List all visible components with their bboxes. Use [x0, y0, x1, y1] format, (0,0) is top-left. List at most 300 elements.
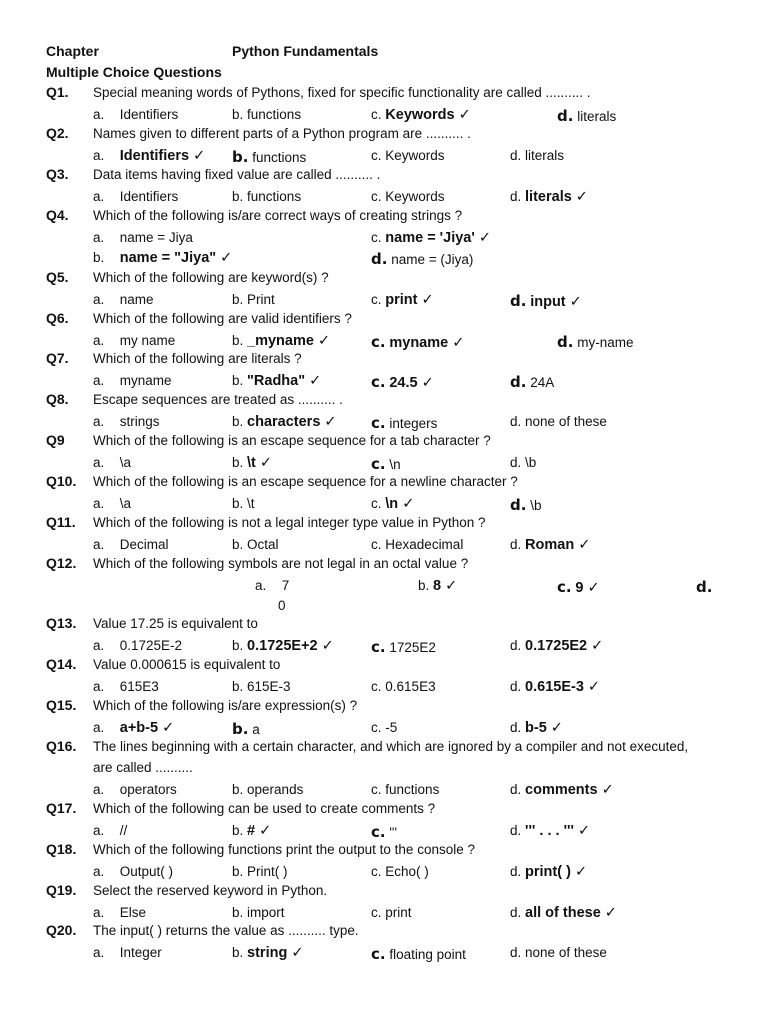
- question-text: Special meaning words of Pythons, fixed for specific functionality are called .......... .: [93, 85, 591, 100]
- option-letter: a.: [93, 905, 105, 920]
- question-13: [0, 615, 768, 635]
- option-letter: b.: [232, 782, 244, 797]
- option-letter: c.: [371, 864, 382, 879]
- option-letter: b.: [232, 537, 244, 552]
- option-text: literals ✓: [525, 189, 588, 205]
- question-1: [0, 84, 768, 104]
- option-letter: b.: [232, 107, 244, 122]
- option-text: Keywords ✓: [385, 107, 471, 123]
- option-letter: a.: [93, 230, 105, 245]
- option-text: functions: [252, 150, 307, 165]
- option-letter: a.: [93, 414, 105, 429]
- option-letter: a.: [93, 537, 105, 552]
- option-letter: d.: [510, 905, 522, 920]
- section-title: Multiple Choice Questions: [46, 64, 222, 80]
- option-text: \b: [525, 455, 537, 470]
- option-text: literals: [525, 148, 565, 163]
- option-c: [371, 823, 397, 841]
- question-text: Which of the following is/are correct ways of creating strings ?: [93, 208, 463, 223]
- question-text: Which of the following is an escape sequence for a newline character ?: [93, 474, 518, 489]
- options-row: [0, 862, 768, 882]
- question-number: Q14.: [46, 656, 77, 672]
- option-letter: c.: [371, 148, 382, 163]
- option-b: [93, 250, 232, 266]
- option-a: [93, 414, 160, 429]
- option-text: 0.615E3: [385, 679, 436, 694]
- option-letter: a.: [255, 578, 267, 593]
- option-c: [371, 945, 466, 963]
- option-text: name = Jiya: [119, 230, 193, 245]
- option-text: characters ✓: [247, 414, 337, 430]
- option-d: [510, 864, 587, 880]
- question-18: [0, 841, 768, 861]
- question-text: The lines beginning with a certain character, and which are ignored by a compiler and not executed,: [93, 739, 689, 754]
- option-a: [93, 864, 173, 879]
- option-letter: c.: [371, 679, 382, 694]
- option-letter: d.: [510, 148, 522, 163]
- question-number: Q13.: [46, 615, 77, 631]
- option-b: [232, 414, 337, 430]
- question-number: Q9: [46, 432, 65, 448]
- question-text-continued-row: [0, 759, 768, 779]
- option-letter: d.: [510, 823, 522, 838]
- option-c: [371, 679, 436, 694]
- question-16: [0, 738, 768, 758]
- option-text: Decimal: [119, 537, 169, 552]
- option-letter: d.: [696, 578, 713, 596]
- option-text: 7: [281, 578, 290, 593]
- question-14: [0, 656, 768, 676]
- question-number: Q4.: [46, 207, 69, 223]
- options-row: [0, 718, 768, 738]
- option-letter: a.: [93, 189, 105, 204]
- option-text: 0.1725E2 ✓: [525, 638, 604, 654]
- question-text: Value 17.25 is equivalent to: [93, 616, 258, 631]
- option-letter: d.: [510, 679, 522, 694]
- option-text: print: [385, 905, 412, 920]
- option-text: -5: [385, 720, 398, 735]
- option-letter: c.: [371, 189, 382, 204]
- option-text: import: [247, 905, 285, 920]
- option-letter: b.: [232, 414, 244, 429]
- option-text: integers: [389, 416, 438, 431]
- option-c: [371, 107, 471, 123]
- option-text: my-name: [577, 335, 634, 350]
- question-number: Q6.: [46, 310, 69, 326]
- option-a: [93, 537, 169, 552]
- option-letter: b.: [232, 496, 244, 511]
- option-d: [510, 189, 588, 205]
- option-letter: b.: [232, 373, 244, 388]
- question-text: Value 0.000615 is equivalent to: [93, 657, 281, 672]
- option-letter: d.: [510, 414, 522, 429]
- option-text: Roman ✓: [525, 537, 591, 553]
- option-b: [232, 148, 306, 166]
- option-a: [255, 578, 289, 593]
- option-letter: a.: [93, 720, 105, 735]
- question-12: [0, 555, 768, 575]
- option-letter: b.: [232, 148, 249, 166]
- option-text: 24.5 ✓: [389, 375, 434, 391]
- options-row: [0, 371, 768, 391]
- option-text: literals: [577, 109, 617, 124]
- option-b: [232, 107, 301, 122]
- option-d: [510, 414, 607, 429]
- option-text: name: [119, 292, 154, 307]
- option-letter: c.: [557, 578, 572, 596]
- question-text: Which of the following is/are expression(s) ?: [93, 698, 358, 713]
- option-a: [93, 230, 193, 245]
- option-text: myname ✓: [389, 335, 465, 351]
- option-b: [232, 638, 334, 654]
- question-text: Escape sequences are treated as .......... .: [93, 392, 343, 407]
- options-row: [0, 494, 768, 514]
- option-b: [232, 720, 260, 738]
- option-text: input ✓: [530, 294, 582, 310]
- option-letter: d.: [510, 864, 522, 879]
- option-d: [510, 823, 590, 839]
- option-letter: d.: [510, 638, 522, 653]
- question-20: [0, 922, 768, 942]
- option-d: [510, 782, 614, 798]
- options-row: [0, 248, 768, 268]
- option-letter: d.: [510, 537, 522, 552]
- option-text: Integer: [119, 945, 162, 960]
- option-letter: d.: [510, 373, 527, 391]
- option-b: [232, 455, 272, 471]
- option-text: \n ✓: [385, 496, 415, 512]
- option-letter: a.: [93, 373, 105, 388]
- option-b: [232, 782, 303, 797]
- option-text: floating point: [389, 947, 466, 962]
- option-letter: b.: [232, 720, 249, 738]
- options-row: [0, 105, 768, 125]
- option-letter: a.: [93, 148, 105, 163]
- question-number: Q3.: [46, 166, 69, 182]
- option-letter: a.: [93, 823, 105, 838]
- question-17: [0, 800, 768, 820]
- option-letter: b.: [232, 292, 244, 307]
- option-letter: a.: [93, 292, 105, 307]
- option-text: all of these ✓: [525, 905, 617, 921]
- option-text: # ✓: [247, 823, 272, 839]
- option-text: Print( ): [247, 864, 288, 879]
- option-letter: a.: [93, 679, 105, 694]
- option-b: [232, 679, 291, 694]
- option-letter: d.: [557, 333, 574, 351]
- option-c: [371, 720, 397, 735]
- option-d: [510, 945, 607, 960]
- option-text: strings: [119, 414, 160, 429]
- option-text: 8 ✓: [433, 578, 458, 594]
- option-letter: b.: [93, 250, 105, 265]
- option-letter: b.: [232, 864, 244, 879]
- options-row: [0, 576, 768, 596]
- option-text: 615E-3: [247, 679, 291, 694]
- question-number: Q2.: [46, 125, 69, 141]
- option-letter: b.: [232, 455, 244, 470]
- option-a: [93, 333, 175, 348]
- option-text: Print: [247, 292, 275, 307]
- chapter-label: Chapter: [46, 43, 99, 59]
- option-letter: c.: [371, 230, 382, 245]
- question-number: Q12.: [46, 555, 77, 571]
- options-row: [0, 780, 768, 800]
- question-text-continued: are called ..........: [93, 760, 193, 775]
- option-text: Hexadecimal: [385, 537, 464, 552]
- option-text: 0.1725E+2 ✓: [247, 638, 334, 654]
- option-c: [371, 496, 414, 512]
- option-text: Identifiers: [119, 107, 179, 122]
- option-letter: c.: [371, 373, 386, 391]
- option-text: 9 ✓: [575, 580, 600, 596]
- option-text: Keywords: [385, 148, 445, 163]
- option-letter: d.: [557, 107, 574, 125]
- option-text: \t: [247, 496, 255, 511]
- question-text: Which of the following is an escape sequence for a tab character ?: [93, 433, 491, 448]
- option-letter: d.: [510, 455, 522, 470]
- option-a: [93, 496, 131, 511]
- option-text: functions: [247, 189, 302, 204]
- options-row: [0, 677, 768, 697]
- option-text: 0.1725E-2: [119, 638, 183, 653]
- question-text: Which of the following are valid identifiers ?: [93, 311, 352, 326]
- option-text: ''' . . . ''' ✓: [525, 823, 591, 839]
- option-d: [510, 148, 564, 163]
- option-text: Keywords: [385, 189, 445, 204]
- option-letter: c.: [371, 107, 382, 122]
- option-a: [93, 373, 172, 388]
- question-text: Data items having fixed value are called .......... .: [93, 167, 381, 182]
- option-b: [418, 578, 457, 594]
- option-letter: a.: [93, 107, 105, 122]
- options-row: [0, 412, 768, 432]
- question-number: Q20.: [46, 922, 77, 938]
- question-text: Select the reserved keyword in Python.: [93, 883, 328, 898]
- option-text: \a: [119, 496, 132, 511]
- option-wrap-text: 0: [278, 598, 286, 613]
- option-c: [371, 455, 401, 473]
- option-c: [371, 864, 429, 879]
- option-letter: d.: [371, 250, 388, 268]
- question-11: [0, 514, 768, 534]
- question-number: Q5.: [46, 269, 69, 285]
- option-letter: a.: [93, 496, 105, 511]
- option-text: 0.615E-3 ✓: [525, 679, 601, 695]
- question-text: The input( ) returns the value as .......... type.: [93, 923, 359, 938]
- option-letter: d.: [510, 189, 522, 204]
- option-d: [510, 679, 600, 695]
- question-number: Q19.: [46, 882, 77, 898]
- option-d: [510, 905, 617, 921]
- option-a: [93, 823, 127, 838]
- option-text: Identifiers ✓: [119, 148, 206, 164]
- option-c: [371, 373, 434, 391]
- question-text: Names given to different parts of a Python program are .......... .: [93, 126, 471, 141]
- option-letter: b.: [418, 578, 430, 593]
- option-letter: a.: [93, 455, 105, 470]
- option-c: [371, 189, 445, 204]
- question-9: [0, 432, 768, 452]
- option-d: [510, 638, 603, 654]
- option-text: functions: [385, 782, 440, 797]
- options-row: [0, 943, 768, 963]
- option-text: none of these: [525, 414, 607, 429]
- option-d: [510, 496, 541, 514]
- option-a: [93, 638, 182, 653]
- question-text: Which of the following are keyword(s) ?: [93, 270, 329, 285]
- question-4: [0, 207, 768, 227]
- question-number: Q18.: [46, 841, 77, 857]
- option-a: [93, 905, 146, 920]
- option-a: [93, 720, 174, 736]
- option-b: [232, 945, 304, 961]
- question-text: Which of the following symbols are not legal in an octal value ?: [93, 556, 469, 571]
- option-letter: d.: [510, 782, 522, 797]
- option-text: my name: [119, 333, 176, 348]
- option-c: [371, 905, 412, 920]
- option-text: comments ✓: [525, 782, 614, 798]
- option-d: [510, 720, 563, 736]
- question-10: [0, 473, 768, 493]
- option-text: operands: [247, 782, 304, 797]
- question-15: [0, 697, 768, 717]
- option-a: [93, 148, 205, 164]
- option-text: name = (Jiya): [391, 252, 474, 267]
- option-letter: c.: [371, 720, 382, 735]
- options-row: [0, 290, 768, 310]
- question-number: Q17.: [46, 800, 77, 816]
- options-row: [0, 146, 768, 166]
- option-c: [371, 230, 491, 246]
- option-text: Else: [119, 905, 147, 920]
- option-text: Identifiers: [119, 189, 179, 204]
- option-text: b-5 ✓: [525, 720, 563, 736]
- option-text: \n: [389, 457, 401, 472]
- question-8: [0, 391, 768, 411]
- options-row: [0, 187, 768, 207]
- question-3: [0, 166, 768, 186]
- option-letter: c.: [371, 496, 382, 511]
- option-text: \a: [119, 455, 132, 470]
- option-text: functions: [247, 107, 302, 122]
- option-text: \b: [530, 498, 542, 513]
- option-letter: c.: [371, 823, 386, 841]
- question-number: Q16.: [46, 738, 77, 754]
- options-row: [0, 821, 768, 841]
- option-a: [93, 107, 178, 122]
- option-a: [93, 782, 177, 797]
- option-letter: b.: [232, 638, 244, 653]
- option-d: [371, 250, 473, 268]
- question-19: [0, 882, 768, 902]
- option-b: [232, 373, 321, 389]
- question-text: Which of the following functions print the output to the console ?: [93, 842, 475, 857]
- option-letter: c.: [371, 537, 382, 552]
- option-text: myname: [119, 373, 172, 388]
- option-letter: b.: [232, 823, 244, 838]
- question-text: Which of the following can be used to create comments ?: [93, 801, 436, 816]
- option-text: a+b-5 ✓: [119, 720, 175, 736]
- option-c: [371, 292, 434, 308]
- option-a: [93, 189, 178, 204]
- option-text: print ✓: [385, 292, 434, 308]
- option-letter: c.: [371, 905, 382, 920]
- option-letter: c.: [371, 638, 386, 656]
- option-letter: a.: [93, 945, 105, 960]
- option-text: Echo( ): [385, 864, 429, 879]
- option-b: [232, 905, 285, 920]
- option-c: [371, 148, 445, 163]
- options-row: [0, 903, 768, 923]
- option-letter: d.: [510, 945, 522, 960]
- options-row: [0, 228, 768, 248]
- option-letter: b.: [232, 333, 244, 348]
- options-row: [0, 331, 768, 351]
- question-number: Q10.: [46, 473, 77, 489]
- question-number: Q15.: [46, 697, 77, 713]
- option-letter: b.: [232, 189, 244, 204]
- option-letter: d.: [510, 292, 527, 310]
- option-letter: d.: [510, 720, 522, 735]
- option-letter: c.: [371, 333, 386, 351]
- option-wrap-row: [0, 596, 768, 616]
- question-text: Which of the following are literals ?: [93, 351, 302, 366]
- option-text: string ✓: [247, 945, 304, 961]
- question-6: [0, 310, 768, 330]
- question-number: Q8.: [46, 391, 69, 407]
- option-letter: d.: [510, 496, 527, 514]
- option-text: a: [252, 722, 260, 737]
- option-text: Output( ): [119, 864, 174, 879]
- option-c: [371, 333, 464, 351]
- option-d: [510, 373, 554, 391]
- option-text: 1725E2: [389, 640, 436, 655]
- option-text: //: [119, 823, 128, 838]
- question-5: [0, 269, 768, 289]
- question-number: Q11.: [46, 514, 76, 530]
- option-c: [371, 414, 437, 432]
- option-text: \t ✓: [247, 455, 273, 471]
- option-a: [93, 292, 154, 307]
- option-letter: c.: [371, 782, 382, 797]
- option-text: operators: [119, 782, 177, 797]
- option-d: [696, 578, 712, 596]
- option-text: name = "Jiya" ✓: [119, 250, 233, 266]
- option-text: 615E3: [119, 679, 159, 694]
- option-a: [93, 945, 162, 960]
- option-letter: b.: [232, 905, 244, 920]
- option-letter: c.: [371, 455, 386, 473]
- option-d: [557, 107, 616, 125]
- option-text: print( ) ✓: [525, 864, 588, 880]
- option-text: name = 'Jiya' ✓: [385, 230, 491, 246]
- question-7: [0, 350, 768, 370]
- option-letter: b.: [232, 945, 244, 960]
- option-text: none of these: [525, 945, 607, 960]
- option-letter: c.: [371, 945, 386, 963]
- option-text: "Radha" ✓: [247, 373, 322, 389]
- question-text: Which of the following is not a legal integer type value in Python ?: [93, 515, 486, 530]
- option-text: ''': [389, 825, 398, 840]
- option-b: [232, 537, 279, 552]
- option-letter: a.: [93, 333, 105, 348]
- option-letter: a.: [93, 864, 105, 879]
- option-a: [93, 455, 131, 470]
- option-b: [232, 496, 255, 511]
- option-c: [557, 578, 600, 596]
- options-row: [0, 453, 768, 473]
